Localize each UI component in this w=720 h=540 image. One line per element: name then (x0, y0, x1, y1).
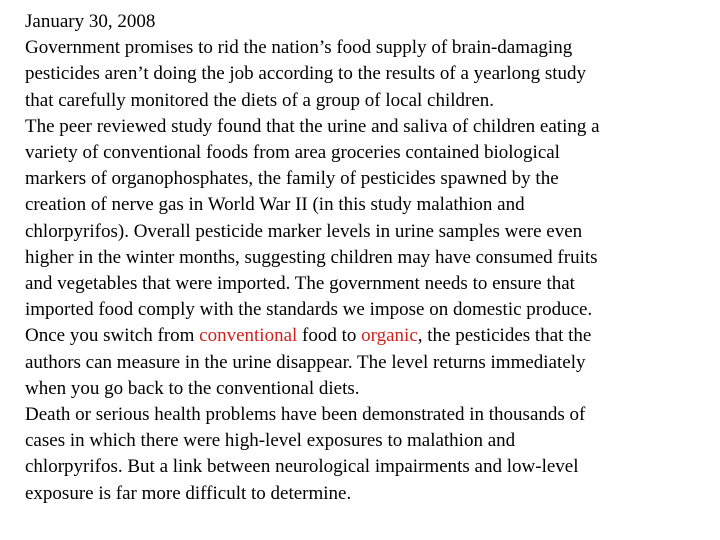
paragraph-line: chlorpyrifos. But a link between neurological impairments and low-level (25, 456, 579, 478)
article-date: January 30, 2008 (25, 11, 156, 32)
paragraph-line: chlorpyrifos). Overall pesticide marker levels in urine samples were even (25, 220, 583, 242)
highlight-conventional: conventional (199, 325, 298, 347)
paragraph-line: markers of organophosphates, the family of pesticides spawned by the (25, 168, 559, 190)
paragraph-line: Death or serious health problems have been demonstrated in thousands of (25, 404, 586, 426)
paragraph-line: Government promises to rid the nation’s food supply of brain-damaging (25, 37, 573, 59)
paragraph-line: when you go back to the conventional diets. (25, 377, 360, 399)
paragraph-2 (25, 114, 715, 324)
paragraph-4 (25, 402, 715, 507)
paragraph-line: The peer reviewed study found that the urine and saliva of children eating a (25, 115, 600, 137)
paragraph-line: cases in which there were high-level exposures to malathion and (25, 430, 516, 452)
paragraph-line-highlighted (25, 323, 715, 349)
paragraph-line: that carefully monitored the diets of a group of local children. (25, 89, 495, 111)
text-segment: Once you switch from (25, 325, 200, 347)
highlight-organic: organic (361, 325, 418, 347)
paragraph-1 (25, 35, 715, 114)
text-segment: , the pesticides that the (417, 325, 592, 347)
paragraph-line: creation of nerve gas in World War II (in this study malathion and (25, 194, 525, 216)
paragraph-line: exposure is far more difficult to determine. (25, 482, 352, 504)
text-segment: food to (297, 325, 362, 347)
paragraph-line: and vegetables that were imported. The government needs to ensure that (25, 273, 575, 295)
paragraph-line: higher in the winter months, suggesting children may have consumed fruits (25, 246, 598, 268)
paragraph-line: variety of conventional foods from area groceries contained biological (25, 142, 560, 164)
paragraph-3 (25, 323, 715, 402)
article-body (25, 9, 715, 507)
paragraph-line: authors can measure in the urine disappear. The level returns immediately (25, 351, 586, 373)
paragraph-line: imported food comply with the standards we impose on domestic produce. (25, 299, 593, 321)
paragraph-line: pesticides aren’t doing the job according to the results of a yearlong study (25, 63, 587, 85)
